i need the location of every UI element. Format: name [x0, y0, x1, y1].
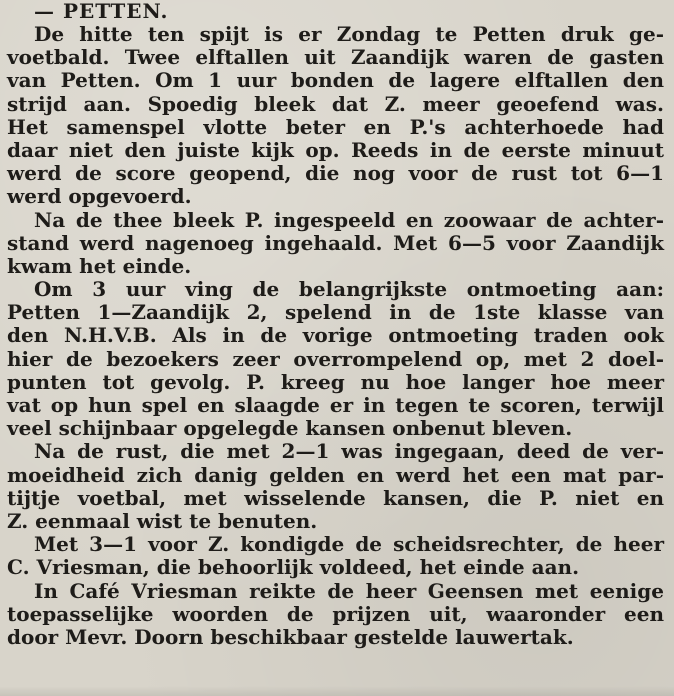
article-headline: — PETTEN. — [34, 0, 169, 23]
text-line: moeidheid zich danig gelden en werd het een mat par- — [7, 462, 664, 487]
text-line: Z. eenmaal wist te benuten. — [7, 508, 318, 533]
text-line: tijtje voetbal, met wisselende kansen, die P. niet en — [7, 485, 664, 510]
text-line: Met 3—1 voor Z. kondigde de scheidsrechter, de heer — [34, 532, 664, 557]
paragraph-2 — [7, 209, 664, 279]
paragraph-1 — [7, 23, 664, 209]
text-line: werd opgevoerd. — [7, 184, 192, 209]
text-line: Om 3 uur ving de belangrijkste ontmoeting aan: — [34, 277, 664, 302]
text-line: hier de bezoekers zeer overrompelend op, met 2 doel- — [7, 346, 664, 371]
text-line: daar niet den juiste kijk op. Reeds in de eerste minuut — [7, 137, 664, 162]
text-line: punten tot gevolg. P. kreeg nu hoe langer hoe meer — [7, 369, 664, 394]
text-line: Petten 1—Zaandijk 2, spelend in de 1ste klasse van — [7, 300, 664, 325]
text-line: De hitte ten spijt is er Zondag te Petten druk ge- — [34, 22, 664, 46]
text-line: kwam het einde. — [7, 253, 192, 278]
paragraph-3 — [7, 278, 664, 440]
article — [7, 0, 664, 649]
text-line: den N.H.V.B. Als in de vorige ontmoeting traden ook — [7, 323, 664, 348]
text-line: werd de score geopend, die nog voor de rust tot 6—1 — [7, 161, 664, 186]
paragraph-4 — [7, 440, 664, 533]
paragraph-6 — [7, 580, 664, 650]
text-line: voetbald. Twee elftallen uit Zaandijk waren de gasten — [7, 45, 664, 70]
text-line: veel schijnbaar opgelegde kansen onbenut bleven. — [7, 416, 573, 441]
text-line: vat op hun spel en slaagde er in tegen te scoren, terwijl — [7, 393, 664, 417]
text-line: Het samenspel vlotte beter en P.'s achterhoede had — [7, 114, 664, 139]
paragraph-5 — [7, 533, 664, 579]
text-line: In Café Vriesman reikte de heer Geensen met eenige — [34, 578, 664, 603]
text-line: van Petten. Om 1 uur bonden de lagere elftallen den — [7, 68, 664, 93]
text-line: door Mevr. Doorn beschikbaar gestelde lauwertak. — [7, 624, 574, 649]
text-line: Na de rust, die met 2—1 was ingegaan, deed de ver- — [34, 439, 664, 464]
paper-edge-shadow — [0, 686, 674, 696]
text-line: C. Vriesman, die behoorlijk voldeed, het einde aan. — [7, 555, 580, 580]
text-line: toepasselijke woorden de prijzen uit, waaronder een — [7, 601, 664, 626]
text-line: strijd aan. Spoedig bleek dat Z. meer geoefend was. — [7, 91, 664, 116]
text-line: stand werd nagenoeg ingehaald. Met 6—5 voor Zaandijk — [7, 230, 664, 255]
text-line: Na de thee bleek P. ingespeeld en zoowaar de achter- — [34, 207, 664, 232]
